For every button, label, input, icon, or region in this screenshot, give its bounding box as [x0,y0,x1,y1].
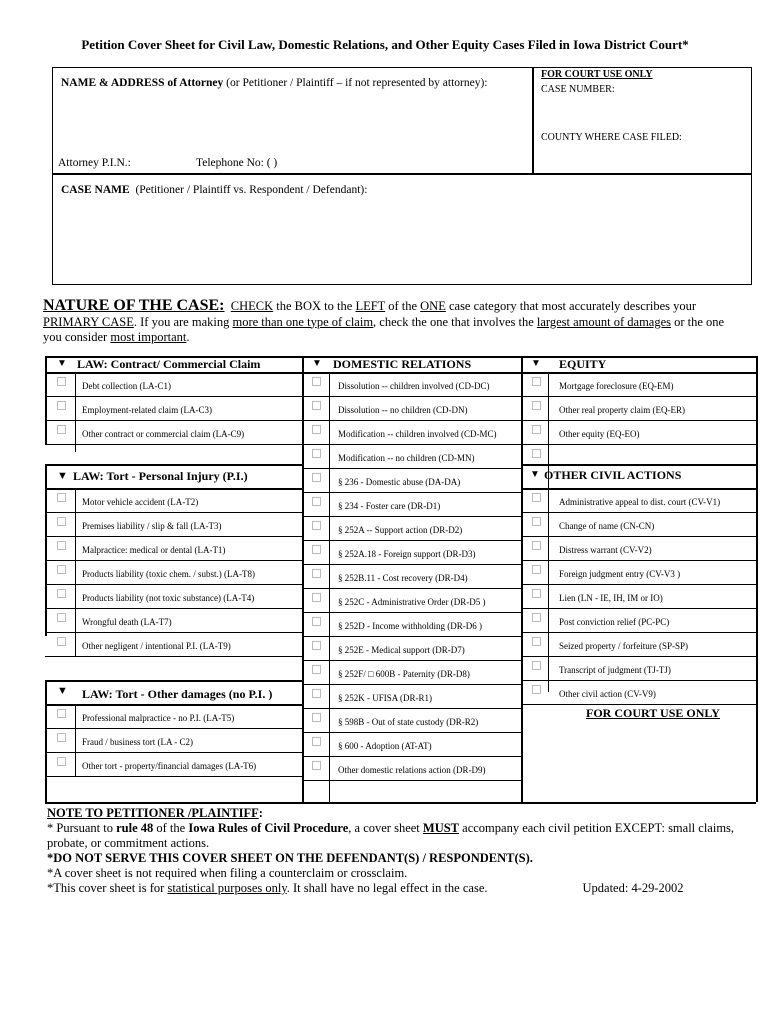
county-label[interactable]: COUNTY WHERE CASE FILED: [541,132,682,143]
other-civil-item[interactable]: Administrative appeal to dist. court (CV-V1) [559,497,721,507]
domestic-item[interactable]: § 600 - Adoption (AT-AT) [338,741,432,751]
telephone-label[interactable]: Telephone No: ( ) [196,157,278,169]
domestic-item[interactable]: § 252F/ □ 600B - Paternity (DR-D8) [338,669,470,679]
checkbox[interactable] [57,733,66,742]
tort-other-item[interactable]: Professional malpractice - no P.I. (LA-T5) [82,713,235,723]
case-number-label[interactable]: CASE NUMBER: [541,84,615,95]
domestic-item[interactable]: § 598B - Out of state custody (DR-R2) [338,717,479,727]
checkbox[interactable] [57,709,66,718]
equity-item[interactable]: Mortgage foreclosure (EQ-EM) [559,381,674,391]
tort-pi-item[interactable]: Other negligent / intentional P.I. (LA-T9) [82,641,231,651]
header-tort-pi: LAW: Tort - Personal Injury (P.I.) [73,469,248,483]
other-civil-item[interactable]: Transcript of judgment (TJ-TJ) [559,665,671,675]
tort-pi-item[interactable]: Wrongful death (LA-T7) [82,617,172,627]
domestic-item[interactable]: § 252D - Income withholding (DR-D6 ) [338,621,482,631]
other-civil-item[interactable]: Foreign judgment entry (CV-V3 ) [559,569,681,579]
header-law-contract: LAW: Contract/ Commercial Claim [77,357,261,371]
equity-item[interactable]: Other equity (EQ-EO) [559,429,640,439]
checkbox[interactable] [532,589,541,598]
checkbox[interactable] [312,401,321,410]
checkbox[interactable] [312,761,321,770]
domestic-item[interactable]: § 252E - Medical support (DR-D7) [338,645,465,655]
domestic-item[interactable]: § 252A.18 - Foreign support (DR-D3) [338,549,476,559]
contract-item[interactable]: Debt collection (LA-C1) [82,381,171,391]
checkbox[interactable] [532,425,541,434]
checkbox[interactable] [312,569,321,578]
arrow-icon: ▼ [530,469,540,480]
attorney-box [52,67,752,285]
form-title: Petition Cover Sheet for Civil Law, Domestic Relations, and Other Equity Cases Filed in Iowa District Court* [81,37,689,52]
checkbox[interactable] [532,565,541,574]
checkbox[interactable] [57,589,66,598]
checkbox[interactable] [312,641,321,650]
checkbox[interactable] [532,377,541,386]
header-equity: EQUITY [559,357,607,371]
checkbox[interactable] [57,565,66,574]
domestic-item[interactable]: Dissolution -- no children (CD-DN) [338,405,468,415]
checkbox[interactable] [312,449,321,458]
tort-pi-item[interactable]: Premises liability / slip & fall (LA-T3) [82,521,222,531]
checkbox[interactable] [57,377,66,386]
other-civil-item[interactable]: Distress warrant (CV-V2) [559,545,652,555]
checkbox[interactable] [57,401,66,410]
tort-other-item[interactable]: Other tort - property/financial damages (LA-T6) [82,761,257,771]
domestic-item[interactable]: § 252B.11 - Cost recovery (DR-D4) [338,573,468,583]
other-civil-item[interactable]: Change of name (CN-CN) [559,521,655,531]
header-other-civil: OTHER CIVIL ACTIONS [544,468,682,482]
checkbox[interactable] [532,661,541,670]
arrow-icon: ▼ [57,358,67,369]
domestic-item[interactable]: Other domestic relations action (DR-D9) [338,765,486,775]
attorney-pin-label[interactable]: Attorney P.I.N.: [58,157,131,169]
arrow-icon: ▼ [531,358,541,369]
checkbox[interactable] [312,521,321,530]
notes-section: NOTE TO PETITIONER /PLAINTIFF: * Pursuant to rule 48 of the Iowa Rules of Civil Procedure, a cover sheet MUST accompany each civil petition EXCEPT: small claims, probate, or commitment actions. *DO NOT SERVE THIS COVER SHEET ON THE DEFENDANT(S) / RESPONDENT(S). *A cover sheet is not required when filing a counterclaim or crossclaim. *This cover sheet is for statistical purposes only. It shall have no legal effect in the case. Updated: 4-29-2002 [47,806,735,895]
court-use-heading: FOR COURT USE ONLY [541,69,653,80]
domestic-item[interactable]: § 252K - UFISA (DR-R1) [338,693,433,703]
checkbox[interactable] [532,517,541,526]
contract-item[interactable]: Employment-related claim (LA-C3) [82,405,212,415]
header-tort-other: LAW: Tort - Other damages (no P.I. ) [82,687,273,701]
other-civil-item[interactable]: Other civil action (CV-V9) [559,689,656,699]
nature-instructions: NATURE OF THE CASE: CHECK the BOX to the LEFT of the ONE case category that most accurately describes your PRIMARY CASE. If you are making more than one type of claim, check the one that involves the largest amount of damages or the one you consider most important. [43,297,725,344]
arrow-icon: ▼ [57,685,68,697]
checkbox[interactable] [57,541,66,550]
domestic-item[interactable]: Modification -- children involved (CD-MC) [338,429,497,439]
checkbox[interactable] [532,449,541,458]
case-name-label[interactable]: CASE NAME (Petitioner / Plaintiff vs. Respondent / Defendant): [61,184,368,196]
checkbox[interactable] [312,617,321,626]
updated-date: Updated: 4-29-2002 [582,881,684,895]
checkbox[interactable] [57,517,66,526]
other-civil-item[interactable]: Seized property / forfeiture (SP-SP) [559,641,688,651]
checkbox[interactable] [312,737,321,746]
header-domestic: DOMESTIC RELATIONS [333,357,472,371]
checkbox[interactable] [312,377,321,386]
checkbox[interactable] [312,593,321,602]
tort-pi-item[interactable]: Products liability (toxic chem. / subst.) (LA-T8) [82,569,255,579]
checkbox[interactable] [532,637,541,646]
checkbox[interactable] [532,613,541,622]
checkbox[interactable] [532,493,541,502]
checkbox[interactable] [532,541,541,550]
checkbox[interactable] [532,685,541,694]
equity-item[interactable]: Other real property claim (EQ-ER) [559,405,685,415]
checkbox[interactable] [57,613,66,622]
tort-other-item[interactable]: Fraud / business tort (LA - C2) [82,737,193,747]
other-civil-item[interactable]: Post conviction relief (PC-PC) [559,617,670,627]
court-use-only-bottom: FOR COURT USE ONLY [586,706,720,720]
tort-pi-item[interactable]: Motor vehicle accident (LA-T2) [82,497,199,507]
checkbox[interactable] [312,425,321,434]
attorney-name-label: NAME & ADDRESS of Attorney (or Petitioner / Plaintiff – if not represented by attorney): [61,77,488,89]
checkbox[interactable] [312,665,321,674]
domestic-item[interactable]: § 236 - Domestic abuse (DA-DA) [338,477,461,487]
checkbox[interactable] [312,713,321,722]
checkbox[interactable] [57,637,66,646]
checkbox[interactable] [312,689,321,698]
domestic-item[interactable]: § 252C - Administrative Order (DR-D5 ) [338,597,486,607]
domestic-item[interactable]: § 234 - Foster care (DR-D1) [338,501,441,511]
checkbox[interactable] [312,473,321,482]
arrow-icon: ▼ [312,358,322,369]
contract-item[interactable]: Other contract or commercial claim (LA-C9) [82,429,245,439]
tort-pi-item[interactable]: Malpractice: medical or dental (LA-T1) [82,545,226,555]
checkbox[interactable] [312,497,321,506]
checkbox[interactable] [57,757,66,766]
checkbox[interactable] [312,545,321,554]
other-civil-item[interactable]: Lien (LN - IE, IH, IM or IO) [559,593,663,603]
checkbox[interactable] [57,425,66,434]
arrow-icon: ▼ [57,470,68,482]
tort-pi-item[interactable]: Products liability (not toxic substance) (LA-T4) [82,593,255,603]
domestic-item[interactable]: § 252A -- Support action (DR-D2) [338,525,463,535]
checkbox[interactable] [57,493,66,502]
checkbox[interactable] [532,401,541,410]
domestic-item[interactable]: Modification -- no children (CD-MN) [338,453,475,463]
domestic-item[interactable]: Dissolution -- children involved (CD-DC) [338,381,490,391]
